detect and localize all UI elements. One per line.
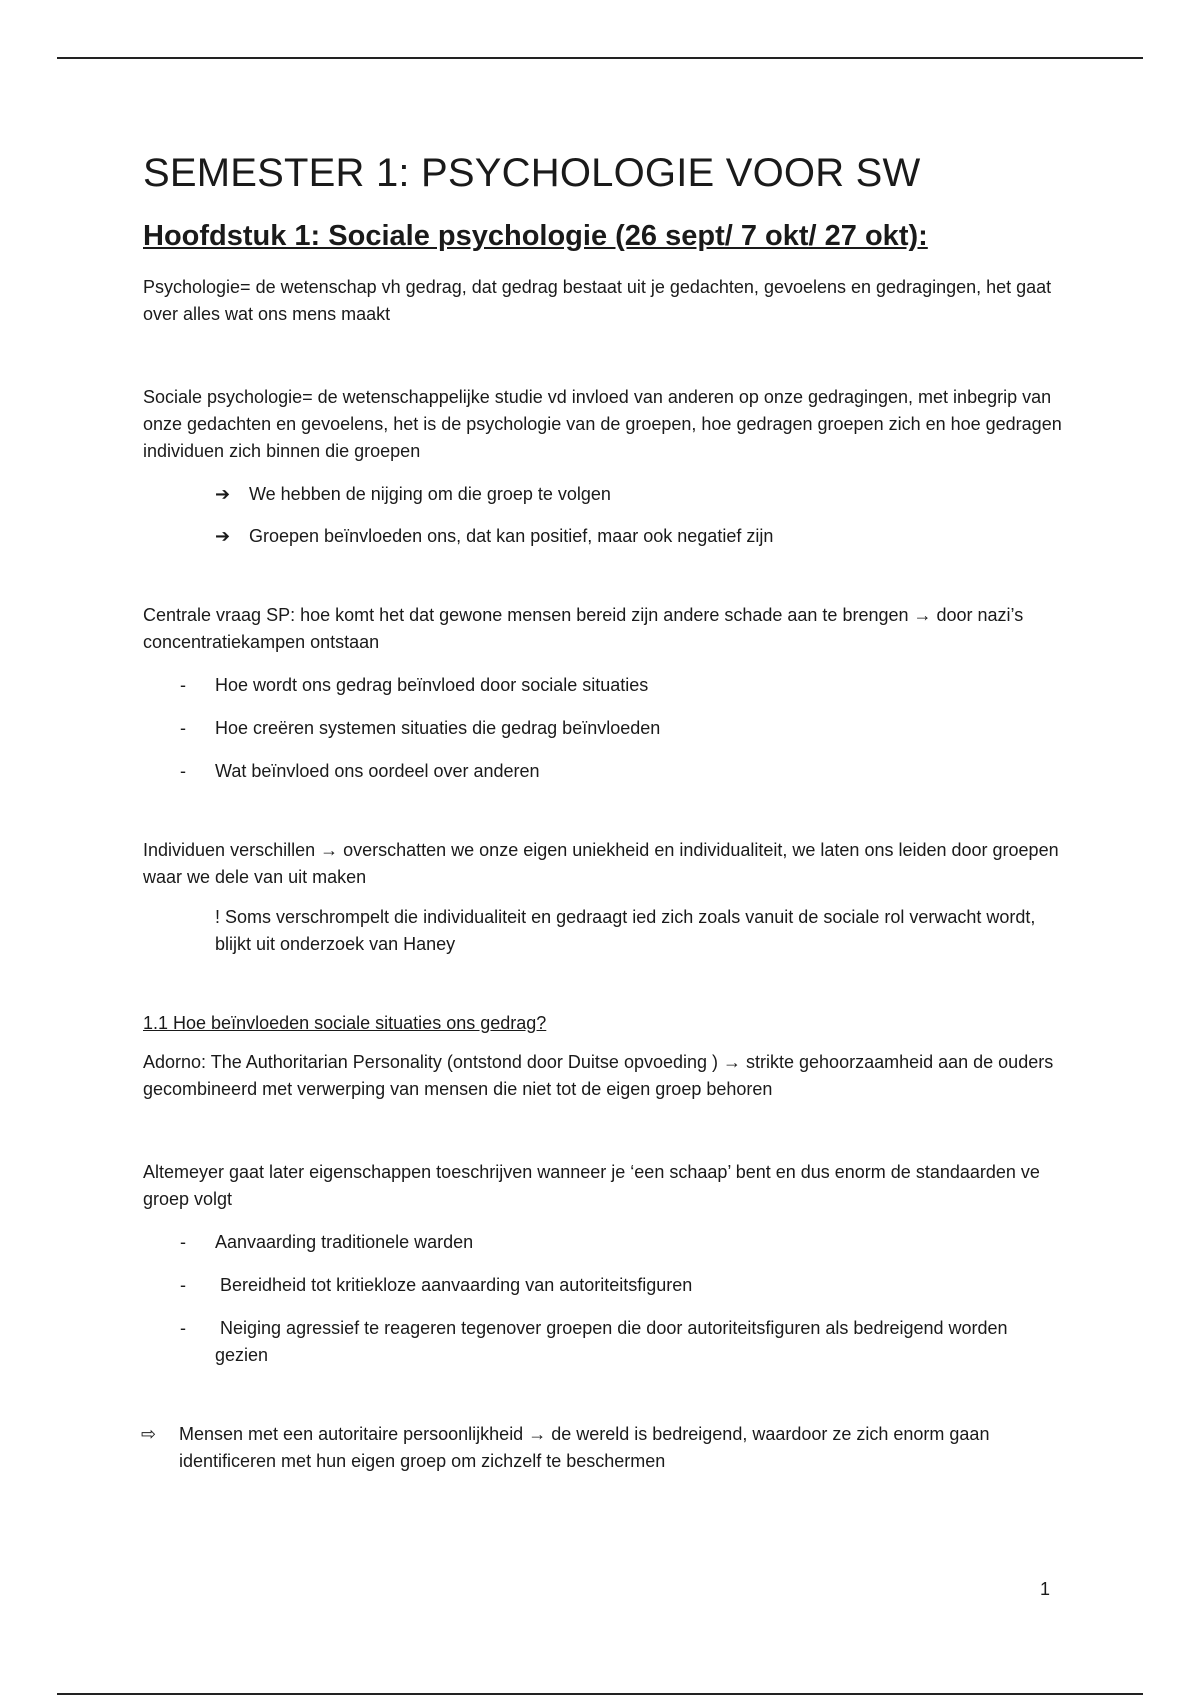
list-item: [180, 1229, 1063, 1256]
document-title: SEMESTER 1: PSYCHOLOGIE VOOR SW: [143, 151, 921, 195]
list-item: [180, 1272, 1063, 1299]
conclusion-item: [141, 1421, 1063, 1475]
list-item: [215, 481, 1063, 508]
list-item: [215, 523, 1063, 550]
central-question: Centrale vraag SP: hoe komt het dat gewone mensen bereid zijn andere schade aan te brengen → door nazi’s concentratiekampen ontstaan: [143, 605, 1024, 652]
list-item: [180, 672, 1063, 699]
list-item-text: Bereidheid tot kritiekloze aanvaarding van autoriteitsfiguren: [215, 1275, 693, 1295]
page-number: 1: [1040, 1579, 1051, 1599]
dash-bullet: -: [180, 1318, 186, 1338]
dash-bullet: -: [180, 1275, 186, 1295]
adorno-paragraph: Adorno: The Authoritarian Personality (ontstond door Duitse opvoeding ) → strikte gehoorzaamheid aan de ouders gecombineerd met verwerping van mensen die niet tot de eigen groep behoren: [143, 1052, 1054, 1099]
altemeyer-paragraph: Altemeyer gaat later eigenschappen toeschrijven wanneer je ‘een schaap’ bent en dus enorm de standaarden ve groep volgt: [143, 1162, 1040, 1209]
document-page: [143, 148, 1063, 1475]
list-item: [180, 1315, 1063, 1369]
dash-bullet: -: [180, 761, 186, 781]
list-item-text: Hoe creëren systemen situaties die gedrag beïnvloeden: [215, 718, 661, 738]
arrow-icon: ➔: [215, 526, 231, 546]
list-item-text: Wat beïnvloed ons oordeel over anderen: [215, 761, 540, 781]
dash-bullet: -: [180, 675, 186, 695]
dash-bullet: -: [180, 1232, 186, 1252]
header-rule: [57, 57, 1143, 59]
list-item-text: We hebben de nijging om die groep te volgen: [249, 484, 611, 504]
list-item-text: Neiging agressief te reageren tegenover groepen die door autoriteitsfiguren als bedreigend worden gezien: [215, 1318, 1013, 1365]
list-item-text: Aanvaarding traditionele warden: [215, 1232, 474, 1252]
list-item-text: Groepen beïnvloeden ons, dat kan positief, maar ook negatief zijn: [249, 526, 774, 546]
dash-bullet: -: [180, 718, 186, 738]
definition-psychologie: Psychologie= de wetenschap vh gedrag, dat gedrag bestaat uit je gedachten, gevoelens en gedragingen, het gaat over alles wat ons mens maakt: [143, 277, 1052, 324]
list-item: [180, 758, 1063, 785]
arrow-icon: ➔: [215, 484, 231, 504]
haney-note: ! Soms verschrompelt die individualiteit en gedraagt ied zich zoals vanuit de sociale rol verwacht wordt, blijkt uit onderzoek van Haney: [215, 907, 1036, 954]
hollow-arrow-icon: ⇨: [141, 1424, 157, 1444]
chapter-heading: Hoofdstuk 1: Sociale psychologie (26 sept/ 7 okt/ 27 okt):: [143, 220, 928, 252]
list-item: [180, 715, 1063, 742]
altemeyer-list: [143, 1229, 1063, 1369]
individuals-paragraph: Individuen verschillen → overschatten we onze eigen uniekheid en individualiteit, we laten ons leiden door groepen waar we dele van uit maken: [143, 840, 1059, 887]
section-heading: 1.1 Hoe beïnvloeden sociale situaties ons gedrag?: [143, 1013, 547, 1033]
definition-sociale-psychologie: Sociale psychologie= de wetenschappelijke studie vd invloed van anderen op onze gedragingen, met inbegrip van onze gedachten en gevoelens, het is de psychologie van de groepen, hoe gedragen groepen zich en hoe gedragen individuen zich binnen die groepen: [143, 387, 1062, 461]
central-questions-list: [143, 672, 1063, 785]
list-item-text: Hoe wordt ons gedrag beïnvloed door sociale situaties: [215, 675, 649, 695]
conclusion-text: Mensen met een autoritaire persoonlijkheid → de wereld is bedreigend, waardoor ze zich enorm gaan identificeren met hun eigen groep om zichzelf te beschermen: [179, 1424, 990, 1471]
footer-rule: [57, 1693, 1143, 1695]
arrow-list: [143, 481, 1063, 550]
